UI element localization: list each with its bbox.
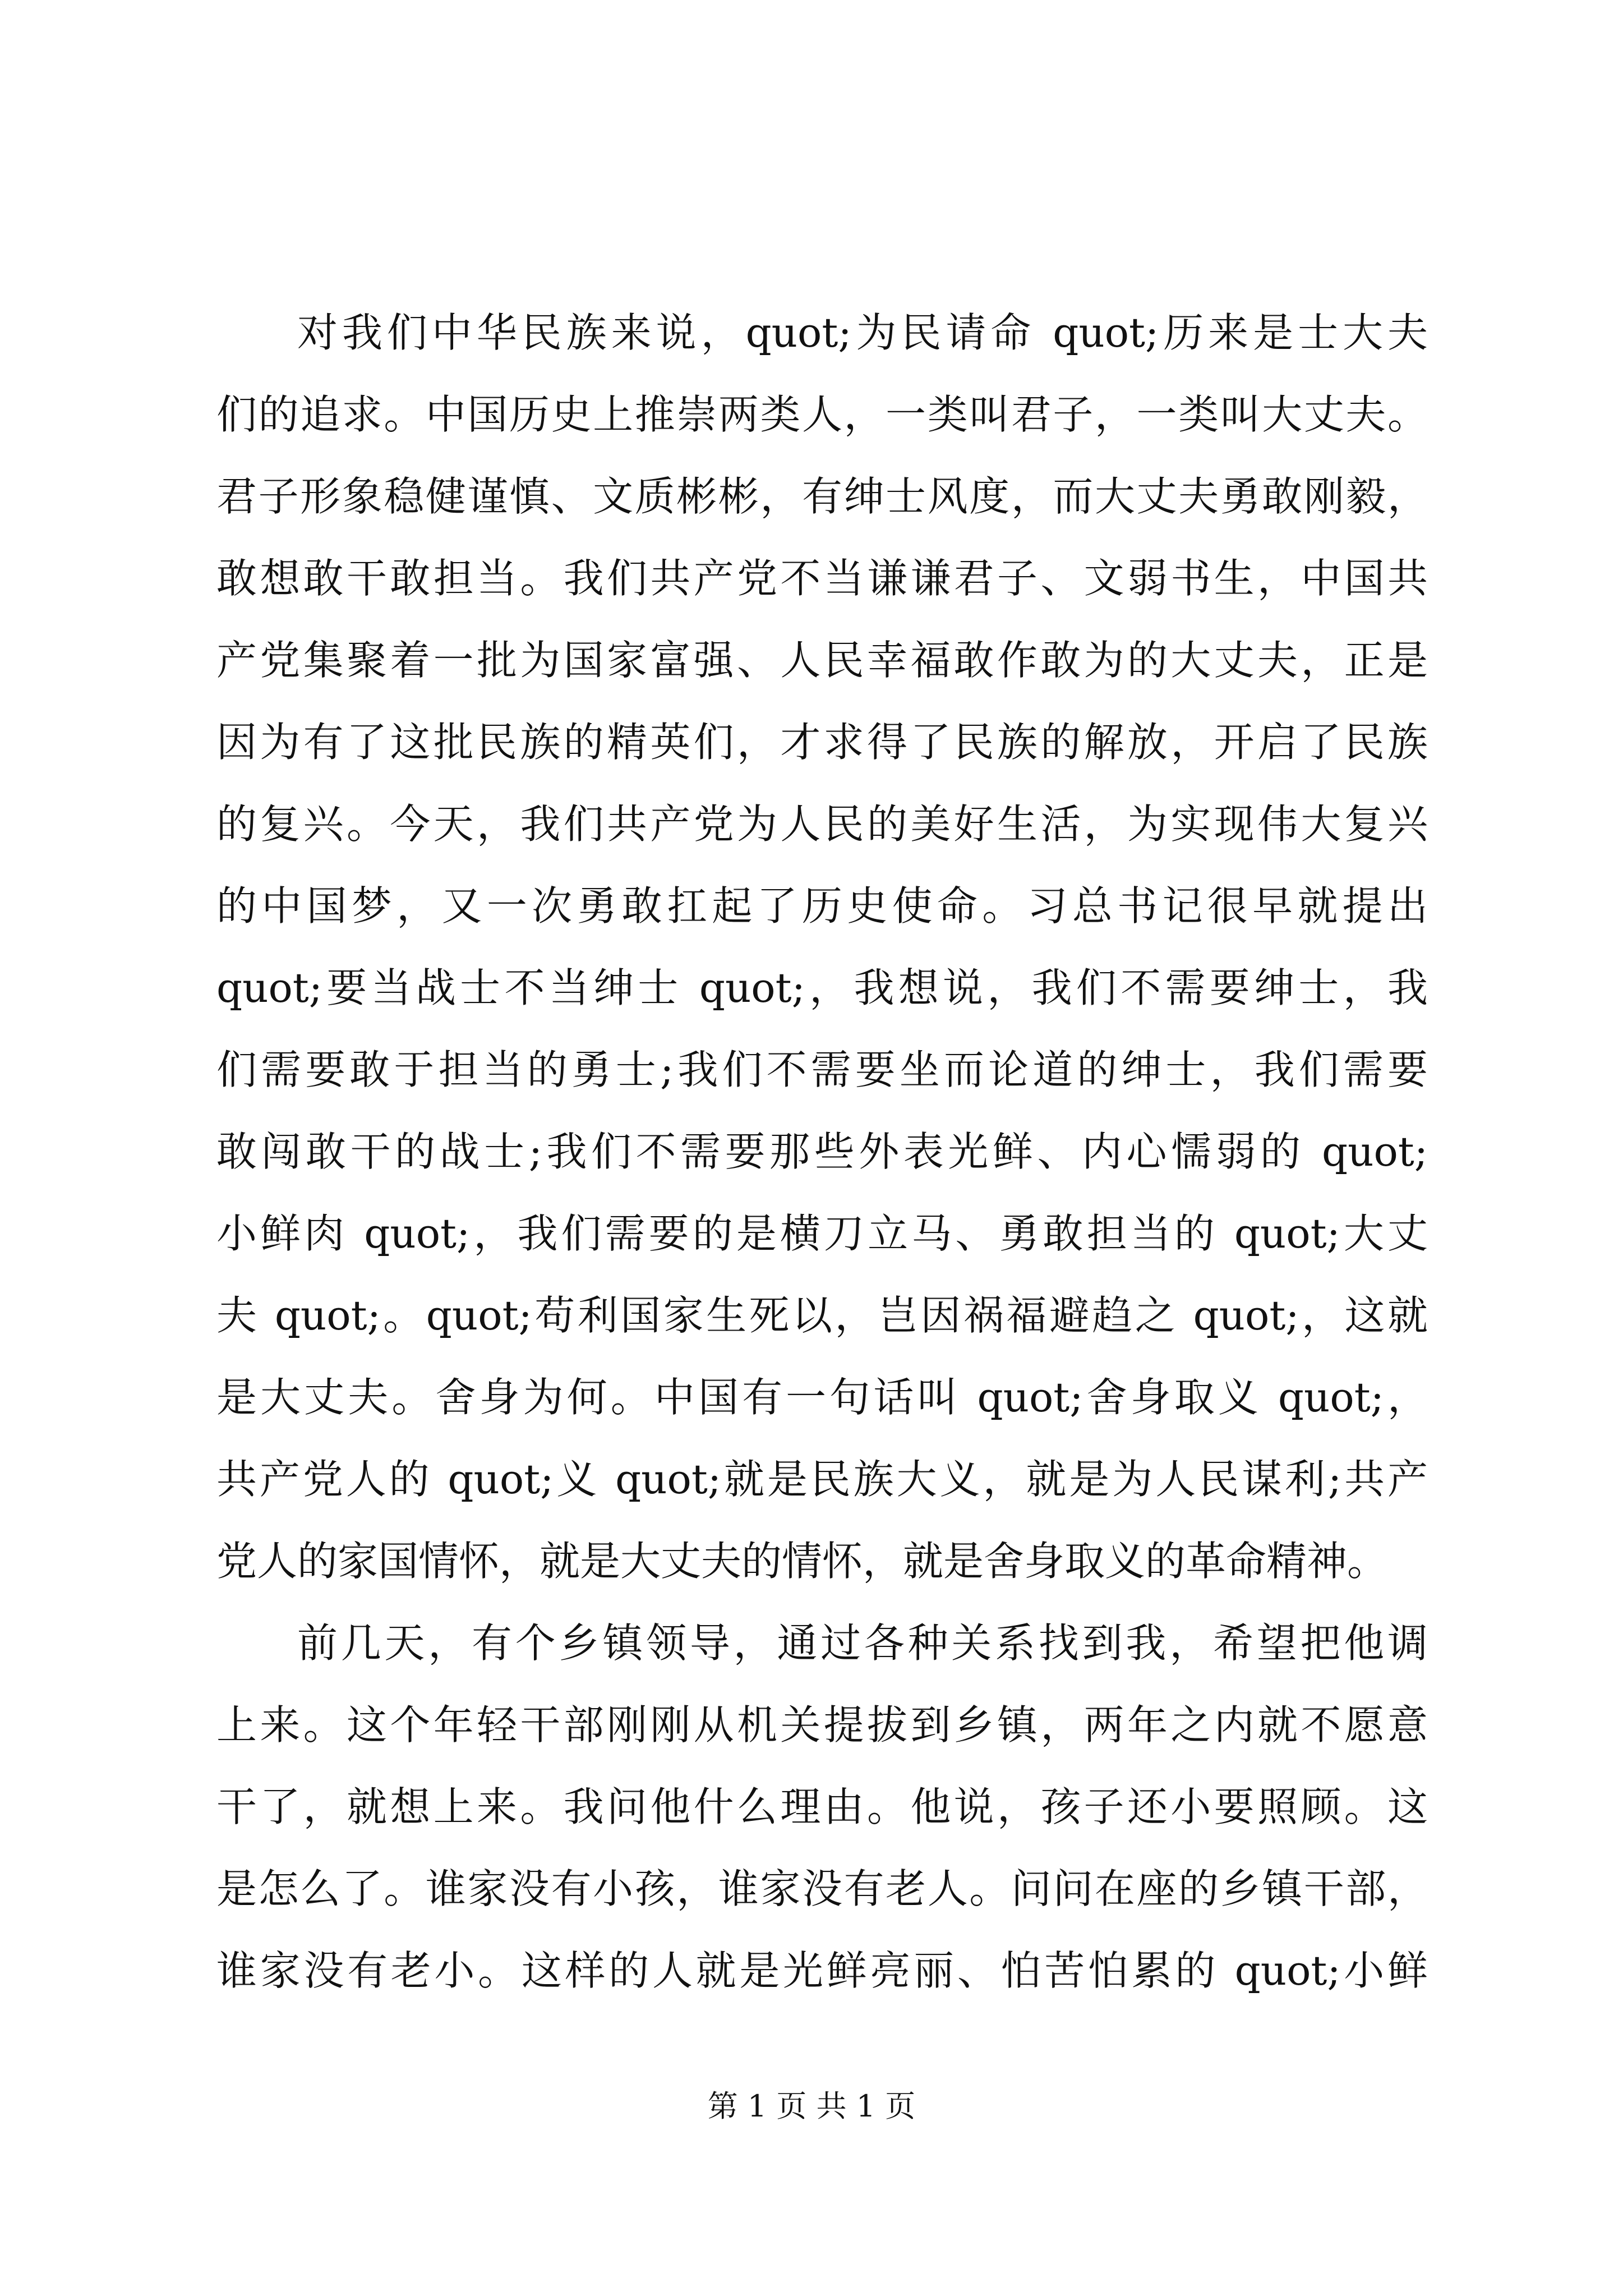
text-line: 君子形象稳健谨慎、文质彬彬，有绅士风度，而大丈夫勇敢刚毅， bbox=[216, 473, 1428, 520]
text-line: 夫 quot;。quot;苟利国家生死以，岂因祸福避趋之 quot;，这就 bbox=[216, 1292, 1428, 1339]
text-line: 共产党人的 quot;义 quot;就是民族大义，就是为人民谋利;共产 bbox=[216, 1456, 1428, 1503]
text-line: 前几天，有个乡镇领导，通过各种关系找到我，希望把他调 bbox=[297, 1619, 1428, 1667]
text-line: quot;要当战士不当绅士 quot;，我想说，我们不需要绅士，我 bbox=[216, 964, 1428, 1011]
document-body bbox=[216, 292, 1428, 2012]
text-line: 们需要敢于担当的勇士;我们不需要坐而论道的绅士，我们需要 bbox=[216, 1046, 1428, 1093]
text-line: 的复兴。今天，我们共产党为人民的美好生活，为实现伟大复兴 bbox=[216, 800, 1428, 848]
text-line: 小鲜肉 quot;，我们需要的是横刀立马、勇敢担当的 quot;大丈 bbox=[216, 1210, 1428, 1257]
page-number-label: 第 1 页 共 1 页 bbox=[707, 2088, 916, 2124]
text-line: 对我们中华民族来说，quot;为民请命 quot;历来是士大夫 bbox=[297, 309, 1428, 356]
text-line: 是怎么了。谁家没有小孩，谁家没有老人。问问在座的乡镇干部， bbox=[216, 1865, 1428, 1912]
text-line: 的中国梦，又一次勇敢扛起了历史使命。习总书记很早就提出 bbox=[216, 882, 1428, 930]
page-footer bbox=[0, 2087, 1623, 2126]
text-line: 是大丈夫。舍身为何。中国有一句话叫 quot;舍身取义 quot;， bbox=[216, 1374, 1428, 1421]
paragraph-1 bbox=[216, 292, 1428, 1602]
text-line: 谁家没有老小。这样的人就是光鲜亮丽、怕苦怕累的 quot;小鲜 bbox=[216, 1947, 1428, 1994]
text-line: 党人的家国情怀，就是大丈夫的情怀，就是舍身取义的革命精神。 bbox=[216, 1538, 1388, 1585]
text-line: 上来。这个年轻干部刚刚从机关提拔到乡镇，两年之内就不愿意 bbox=[216, 1701, 1428, 1749]
text-line: 因为有了这批民族的精英们，才求得了民族的解放，开启了民族 bbox=[216, 719, 1428, 766]
text-line: 敢闯敢干的战士;我们不需要那些外表光鲜、内心懦弱的 quot; bbox=[216, 1128, 1428, 1175]
text-line: 敢想敢干敢担当。我们共产党不当谦谦君子、文弱书生，中国共 bbox=[216, 555, 1428, 602]
text-line: 产党集聚着一批为国家富强、人民幸福敢作敢为的大丈夫，正是 bbox=[216, 637, 1428, 684]
text-line: 干了，就想上来。我问他什么理由。他说，孩子还小要照顾。这 bbox=[216, 1783, 1428, 1830]
paragraph-2 bbox=[216, 1602, 1428, 2012]
text-line: 们的追求。中国历史上推崇两类人，一类叫君子，一类叫大丈夫。 bbox=[216, 391, 1428, 438]
